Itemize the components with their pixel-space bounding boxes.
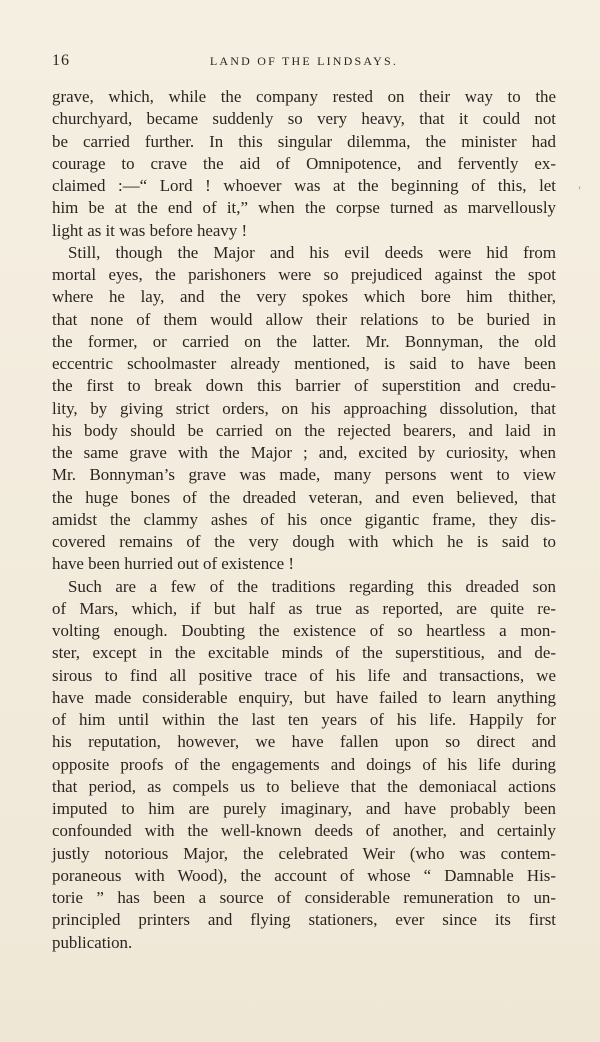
text-line: Mr. Bonnyman’s grave was made, many persons went to view bbox=[52, 465, 556, 485]
text-line: the huge bones of the dreaded veteran, and even believed, that bbox=[52, 487, 556, 507]
text-line: his reputation, however, we have fallen upon so direct and bbox=[52, 732, 556, 752]
text-line: have made considerable enquiry, but have failed to learn anything bbox=[52, 687, 556, 707]
stray-mark: ´ bbox=[576, 184, 588, 201]
text-line: torie ” has been a source of considerable remuneration to un- bbox=[52, 888, 556, 907]
text-line: confounded with the well-known deeds of another, and certainly bbox=[52, 821, 556, 841]
text-line: claimed :—“ Lord ! whoever was at the beginning of this, let bbox=[52, 176, 556, 195]
text-line: Such are a few of the traditions regarding this dreaded son bbox=[68, 576, 556, 596]
text-line: him be at the end of it,” when the corpse turned as marvellously bbox=[52, 198, 556, 218]
text-line: the first to break down this barrier of superstition and credu- bbox=[52, 376, 556, 396]
text-line: the former, or carried on the latter. Mr. Bonnyman, the old bbox=[52, 331, 556, 351]
text-line: grave, which, while the company rested on their way to the bbox=[52, 87, 556, 106]
text-line: sirous to find all positive trace of his life and transactions, we bbox=[52, 665, 556, 685]
text-line: of him until within the last ten years of his life. Happily for bbox=[52, 710, 556, 729]
text-line: opposite proofs of the engagements and doings of his life during bbox=[52, 754, 556, 774]
text-line: his body should be carried on the rejected bearers, and laid in bbox=[52, 420, 556, 440]
text-line: that period, as compels us to believe that the demoniacal actions bbox=[52, 776, 556, 796]
text-line: light as it was before heavy ! bbox=[52, 220, 248, 240]
text-line: poraneous with Wood), the account of whose “ Damnable His- bbox=[52, 865, 556, 885]
text-line: lity, by giving strict orders, on his approaching dissolution, that bbox=[52, 398, 556, 418]
text-line: ster, except in the excitable minds of the superstitious, and de- bbox=[52, 643, 556, 663]
text-line: that none of them would allow their relations to be buried in bbox=[52, 309, 556, 329]
text-line: be carried further. In this singular dilemma, the minister had bbox=[52, 131, 556, 151]
text-line: amidst the clammy ashes of his once gigantic frame, they dis- bbox=[52, 509, 556, 529]
body-text bbox=[52, 86, 556, 954]
text-line: have been hurried out of existence ! bbox=[52, 554, 294, 574]
text-line: where he lay, and the very spokes which bore him thither, bbox=[52, 287, 556, 307]
text-line: mortal eyes, the parishoners were so prejudiced against the spot bbox=[52, 265, 556, 284]
running-title: LAND OF THE LINDSAYS. bbox=[209, 54, 399, 68]
text-line: churchyard, became suddenly so very heavy, that it could not bbox=[52, 109, 556, 129]
page-header bbox=[52, 52, 556, 72]
text-line: Still, though the Major and his evil deeds were hid from bbox=[68, 242, 556, 262]
text-line: covered remains of the very dough with which he is said to bbox=[52, 532, 556, 551]
text-line: publication. bbox=[52, 932, 133, 952]
text-line: principled printers and flying stationers, ever since its first bbox=[52, 910, 556, 930]
text-line: the same grave with the Major ; and, excited by curiosity, when bbox=[52, 443, 556, 462]
text-line: imputed to him are purely imaginary, and have probably been bbox=[52, 799, 556, 818]
text-line: justly notorious Major, the celebrated Weir (who was contem- bbox=[52, 843, 556, 863]
text-line: eccentric schoolmaster already mentioned, is said to have been bbox=[52, 354, 556, 373]
page-number: 16 bbox=[52, 52, 70, 69]
text-line: of Mars, which, if but half as true as reported, are quite re- bbox=[52, 598, 556, 618]
text-line: courage to crave the aid of Omnipotence, and fervently ex- bbox=[52, 153, 556, 173]
text-line: volting enough. Doubting the existence of so heartless a mon- bbox=[52, 621, 556, 640]
